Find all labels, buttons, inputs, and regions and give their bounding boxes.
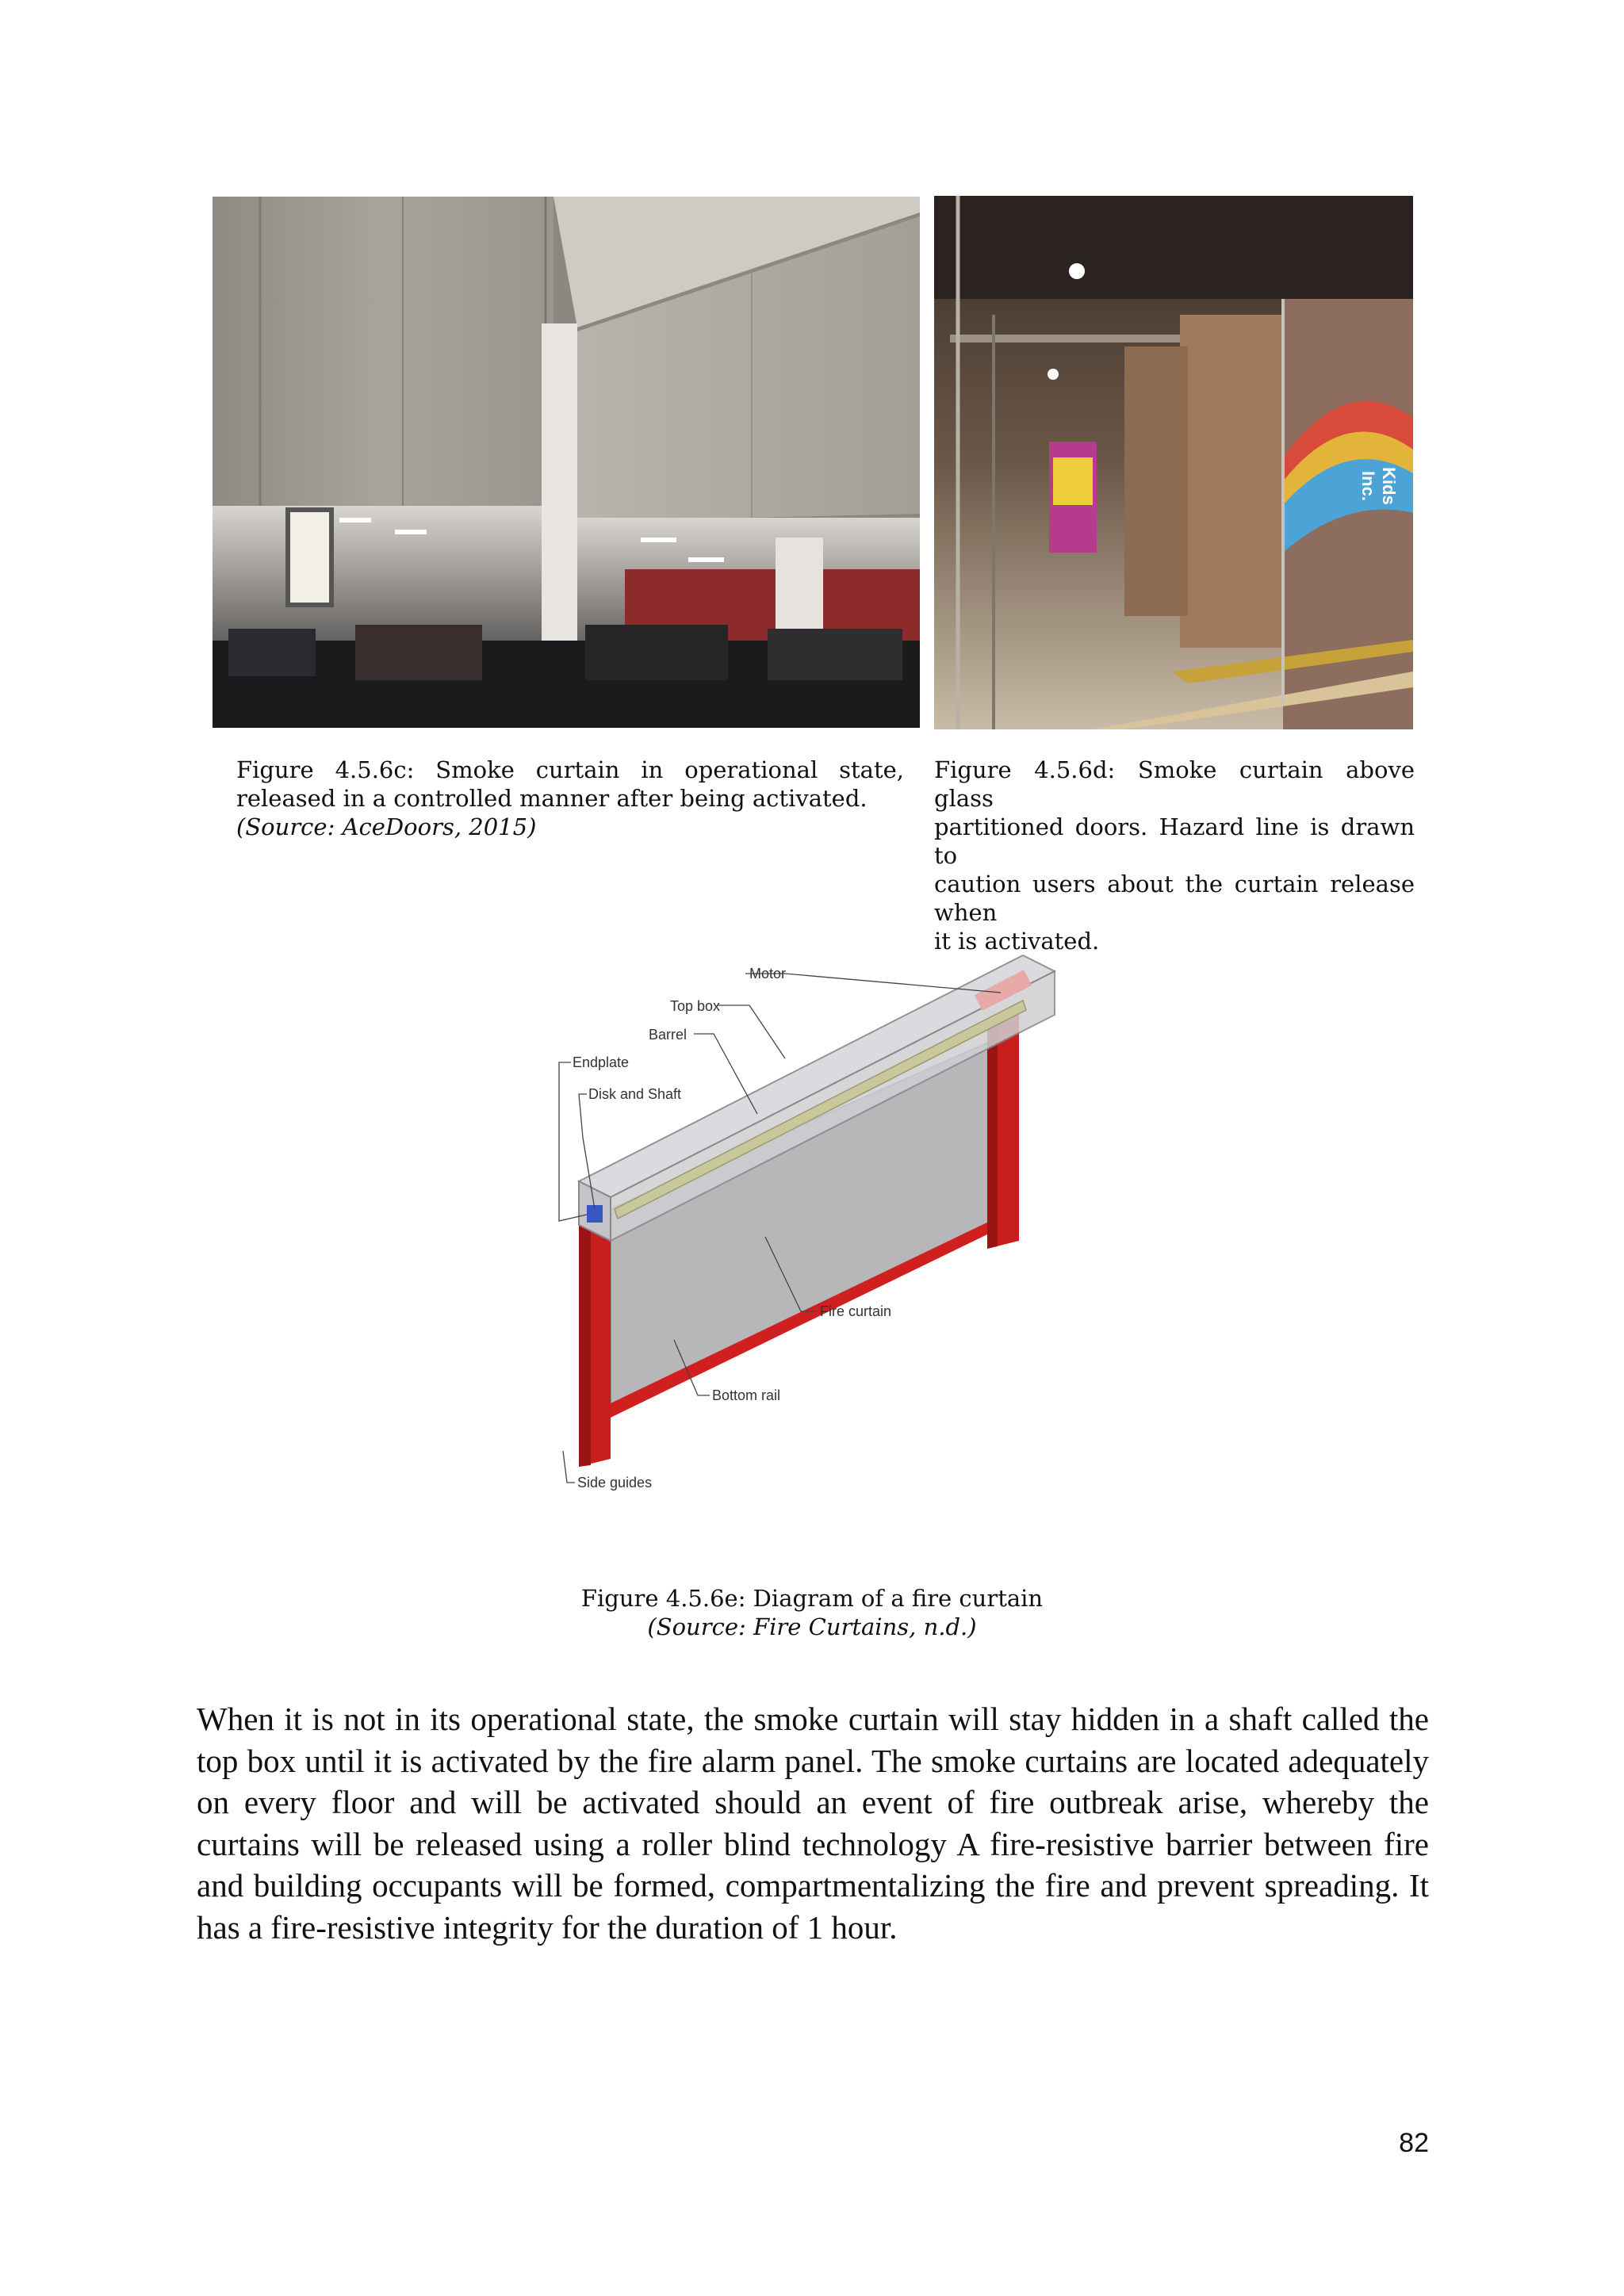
kids-inc-signage: Kids Inc.	[1358, 467, 1399, 505]
label-endplate: Endplate	[573, 1054, 630, 1070]
fire-curtain-diagram	[547, 936, 1071, 1522]
caption-line: partitioned doors. Hazard line is drawn to	[934, 813, 1415, 869]
label-top-box: Top box	[670, 998, 721, 1014]
caption-line: it is activated.	[934, 928, 1100, 955]
caption-source: (Source: Fire Curtains, n.d.)	[647, 1613, 977, 1640]
caption-line: caution users about the curtain release when	[934, 871, 1415, 926]
figure-caption-4-5-6d	[934, 756, 1415, 955]
label-motor: Motor	[749, 966, 787, 982]
body-paragraph: When it is not in its operational state, the smoke curtain will stay hidden in a shaft called the top box until it is activated by the fire alarm panel. The smoke curtains are located adequately on every floor and will be activated should an event of fire outbreak arise, whereby the curtains will be released using a roller blind technology A fire-resistive barrier between fire and building occupants will be formed, compartmentalizing the fire and prevent spreading. It has a fire-resistive integrity for the duration of 1 hour.	[197, 1701, 1429, 1946]
photo-smoke-curtain-glass-doors	[934, 196, 1413, 729]
caption-line: Figure 4.5.6d: Smoke curtain above glass	[934, 756, 1415, 812]
figure-caption-4-5-6e	[495, 1584, 1129, 1641]
photo-smoke-curtain-operational	[213, 197, 920, 728]
caption-source: (Source: AceDoors, 2015)	[236, 813, 537, 840]
caption-text: Figure 4.5.6e: Diagram of a fire curtain	[580, 1585, 1044, 1612]
label-bottom-rail: Bottom rail	[712, 1387, 781, 1403]
label-fire-curtain: Fire curtain	[820, 1303, 892, 1319]
label-side-guides: Side guides	[577, 1475, 653, 1490]
page-number: 82	[1399, 2128, 1429, 2158]
label-disk-and-shaft: Disk and Shaft	[588, 1086, 682, 1102]
figure-caption-4-5-6c	[236, 756, 904, 841]
caption-text: Figure 4.5.6c: Smoke curtain in operational state, released in a controlled manner after being activated.	[236, 756, 904, 812]
label-barrel: Barrel	[649, 1027, 688, 1043]
